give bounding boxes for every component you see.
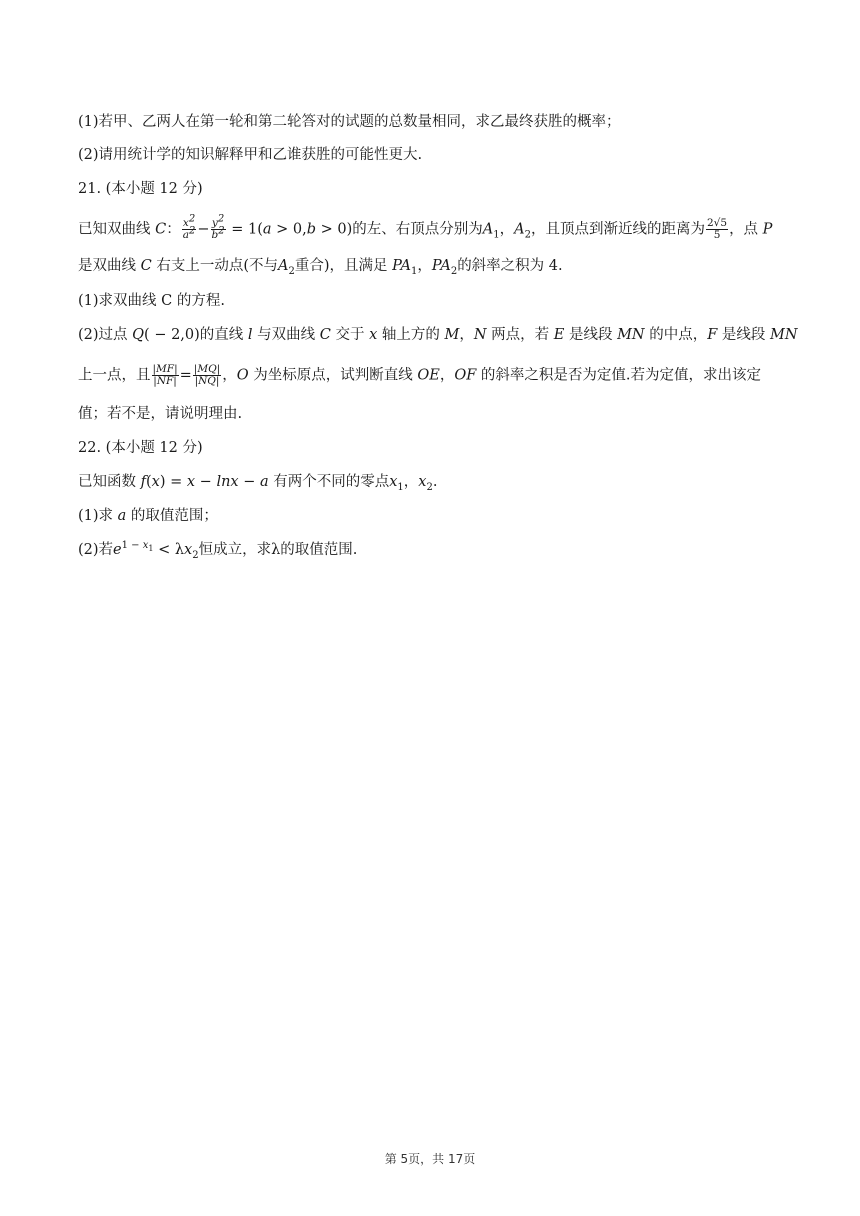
q21-header: 21. (本小题 12 分) xyxy=(78,181,203,197)
q21-part2-line1: (2)过点 Q( − 2,0)的直线 l 与双曲线 C 交于 x 轴上方的 M，N 两点，若 E 是线段 MN 的中点，F 是线段 MN xyxy=(78,327,798,343)
q20-part1: (1)若甲、乙两人在第一轮和第二轮答对的试题的总数量相同，求乙最终获胜的概率； xyxy=(78,114,621,130)
q21-part1: (1)求双曲线 C 的方程. xyxy=(78,293,225,309)
page-footer: 第 5页，共 17页 xyxy=(384,1152,476,1166)
q21-stem-line1: 已知双曲线 C： $\frac{x^2}{a^2}$ − $\frac{y^2}{b^2}$ = 1(a > 0,b > 0)的左、右顶点分别为$A_1$，$A_2$，且顶点到渐近线的距离为 $\frac{2√5}{5}$ ，点 P xyxy=(78,213,773,241)
q21-stem-line2: 是双曲线 C 右支上一动点(不与$A_2$重合)，且满足 $PA_1$，$PA_2$的斜率之积为 4. xyxy=(78,258,563,277)
q22-part1: (1)求 a 的取值范围； xyxy=(78,508,218,524)
q22-stem: 已知函数 f(x) = x − lnx − a 有两个不同的零点$x_1$，$x_2$. xyxy=(78,474,438,493)
q21-part2-line3: 值；若不是，请说明理由. xyxy=(78,406,243,422)
q21-part2-line2: 上一点，且 $\frac{|MF|}{|NF|}$ = $\frac{|MQ|}{|NQ|}$ ，O 为坐标原点，试判断直线 OE，OF 的斜率之积是否为定值.若为定值，求出该定 xyxy=(78,363,761,387)
q22-part2: (2)若$e^{1 - x_1} < \lambda x_2$恒成立，求λ的取值范围. xyxy=(78,540,358,561)
q22-header: 22. (本小题 12 分) xyxy=(78,440,203,456)
q20-part2: (2)请用统计学的知识解释甲和乙谁获胜的可能性更大. xyxy=(78,147,423,163)
